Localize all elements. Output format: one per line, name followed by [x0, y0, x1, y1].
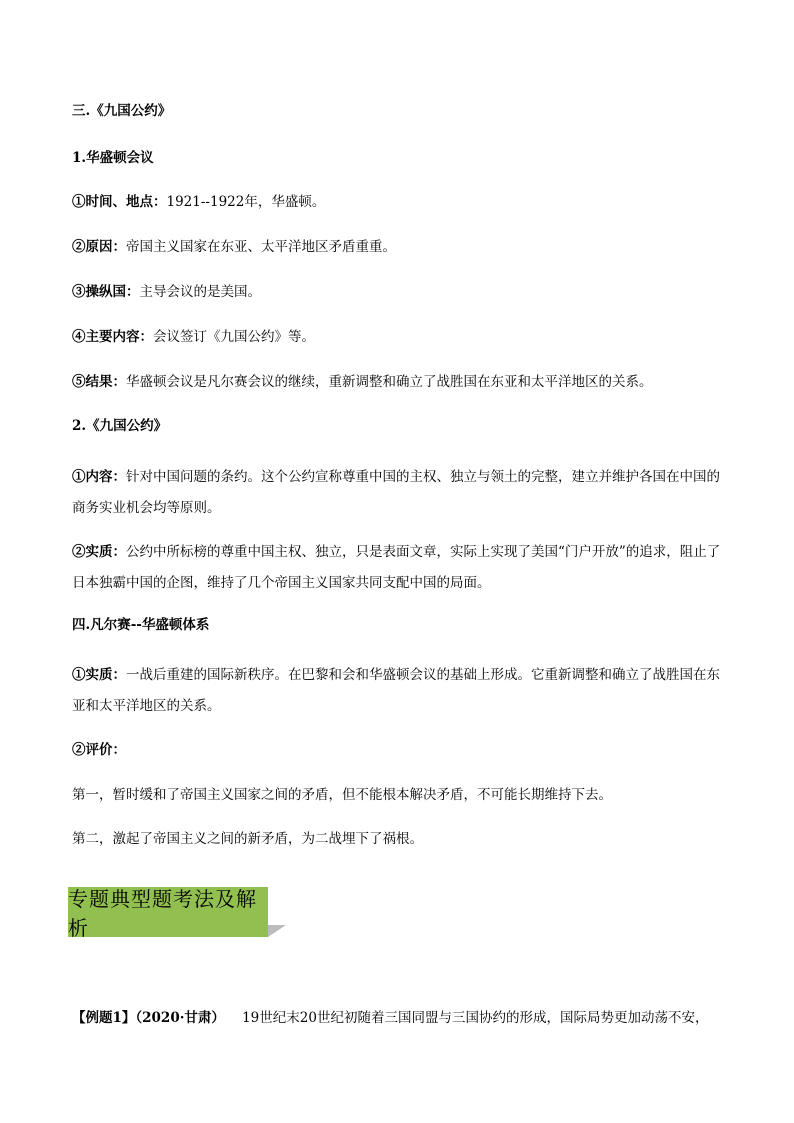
subsection-2-title: 2.《九国公约》 — [72, 418, 168, 434]
item-text: 1921--1922年，华盛顿。 — [166, 194, 326, 210]
item-label: ①时间、地点： — [72, 194, 167, 210]
item-treaty-content — [72, 462, 724, 524]
subsection-1-title: 1.华盛顿会议 — [72, 150, 154, 166]
section-3-title: 三.《九国公约》 — [72, 103, 172, 119]
item-evaluation — [72, 740, 724, 760]
item-text: 针对中国问题的条约。这个公约宣称尊重中国的主权、独立与领土的完整，建立并维护各国在中国的商务实业机会均等原则。 — [72, 469, 720, 516]
item-text: 华盛顿会议是凡尔赛会议的继续，重新调整和确立了战胜国在东亚和太平洋地区的关系。 — [126, 374, 653, 390]
evaluation-second: 第二，激起了帝国主义之间的新矛盾，为二战埋下了祸根。 — [72, 831, 423, 847]
item-label: ①内容： — [72, 469, 126, 485]
item-label: ②原因： — [72, 239, 126, 255]
banner-title: 专题典型题考法及解析 — [68, 887, 257, 940]
item-text: 公约中所标榜的尊重中国主权、独立，只是表面文章，实际上实现了美国“门户开放”的追求，阻止了日本独霸中国的企图，维持了几个帝国主义国家共同支配中国的局面。 — [72, 544, 721, 591]
banner-fold-shadow — [268, 925, 286, 937]
item-label: ④主要内容： — [72, 329, 153, 345]
item-cause — [72, 237, 724, 257]
item-label: ⑤结果： — [72, 374, 126, 390]
item-time-place — [72, 192, 724, 212]
section-banner — [68, 887, 268, 940]
item-label: ②评价： — [72, 742, 126, 758]
item-label: ①实质： — [72, 667, 126, 683]
section-4-title: 四.凡尔赛--华盛顿体系 — [72, 617, 210, 633]
evaluation-first: 第一，暂时缓和了帝国主义国家之间的矛盾，但不能根本解决矛盾，不可能长期维持下去。 — [72, 787, 612, 803]
item-result — [72, 372, 724, 392]
item-system-essence — [72, 660, 724, 722]
item-text: 会议签订《九国公约》等。 — [153, 329, 315, 345]
item-treaty-essence — [72, 537, 724, 599]
item-controller — [72, 282, 724, 302]
item-label: ②实质： — [72, 544, 126, 560]
item-text: 主导会议的是美国。 — [139, 284, 261, 300]
item-label: ③操纵国： — [72, 284, 140, 300]
item-text: 一战后重建的国际新秩序。在巴黎和会和华盛顿会议的基础上形成。它重新调整和确立了战胜国在东亚和太平洋地区的关系。 — [72, 667, 720, 714]
example-text: 19世纪末20世纪初随着三国同盟与三国协约的形成，国际局势更加动荡不安， — [242, 1010, 709, 1026]
item-text: 帝国主义国家在东亚、太平洋地区矛盾重重。 — [126, 239, 396, 255]
example-question — [72, 1008, 732, 1028]
item-main-content — [72, 327, 724, 347]
example-label: 【例题1】（2020·甘肃） — [72, 1010, 225, 1026]
